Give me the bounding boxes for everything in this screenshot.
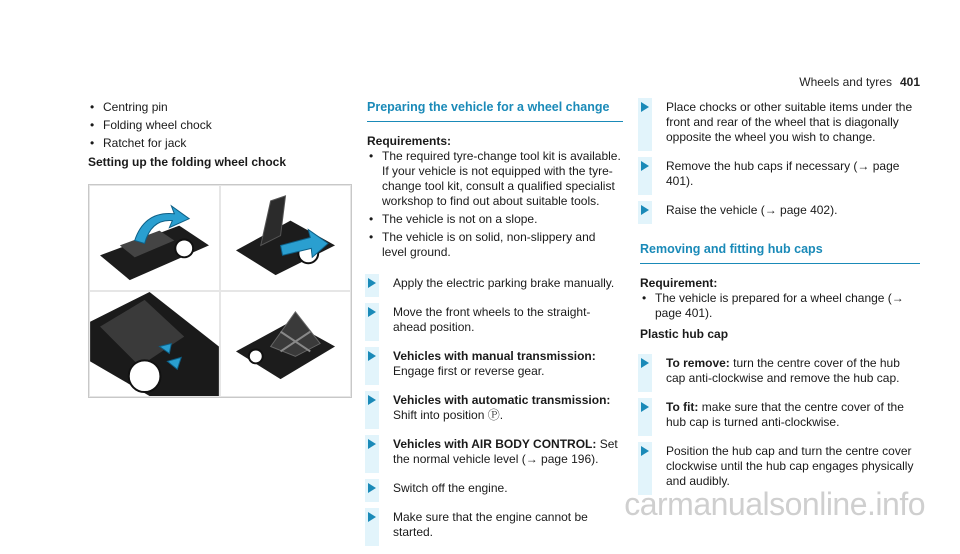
- requirement-item: • The required tyre-change tool kit is available. If your vehicle is not equipped with the tyre-change tool kit, consult a qualified specialist workshop to find out about suitable tools.: [367, 149, 623, 209]
- step-arrow-icon: [365, 437, 379, 467]
- step-text: Position the hub cap and turn the centre cover clockwise until the hub cap engages physically and audibly.: [666, 444, 914, 488]
- list-item: • Folding wheel chock: [88, 118, 350, 133]
- step-arrow-icon: [638, 100, 652, 145]
- step: [638, 356, 920, 386]
- step-text: Make sure that the engine cannot be started.: [393, 510, 588, 539]
- requirement-label: Requirement:: [640, 276, 718, 290]
- step-text: make sure that the centre cover of the hub cap is turned anti-clockwise.: [666, 400, 904, 429]
- step-arrow-icon: [638, 444, 652, 489]
- step-text: Apply the electric parking brake manually.: [393, 276, 615, 290]
- step: [638, 400, 920, 430]
- step-label: Vehicles with manual transmission:: [393, 349, 596, 363]
- list-item: • Centring pin: [88, 100, 350, 115]
- step-text: Place chocks or other suitable items under the front and rear of the wheel that is diagonally opposite the wheel you wish to change.: [666, 100, 913, 144]
- step-arrow-icon: [365, 349, 379, 379]
- step: [638, 203, 920, 218]
- step: [365, 276, 623, 291]
- requirements-label: Requirements:: [367, 134, 452, 148]
- requirement-item: • The vehicle is not on a slope.: [367, 212, 623, 227]
- step: [365, 510, 623, 540]
- figure-panel-lock: [89, 291, 220, 397]
- step-label: To remove:: [666, 356, 730, 370]
- watermark: carmanualsonline.info: [624, 486, 925, 522]
- figure-heading: Setting up the folding wheel chock: [88, 155, 287, 169]
- column-3: [640, 100, 920, 503]
- step: [365, 305, 623, 335]
- figure-panel-assembled: [220, 291, 351, 397]
- page-header: [799, 75, 920, 89]
- subheading: Plastic hub cap: [640, 327, 729, 341]
- step-label: Vehicles with automatic transmission:: [393, 393, 611, 407]
- step-arrow-icon: [638, 400, 652, 430]
- wheel-chock-figure: [88, 184, 352, 398]
- step: [365, 437, 623, 467]
- figure-panel-unfold: [89, 185, 220, 291]
- step-text: Remove the hub caps if necessary (→ page 401).: [666, 159, 900, 188]
- list-item: • Ratchet for jack: [88, 136, 350, 151]
- step-arrow-icon: [638, 203, 652, 218]
- step-arrow-icon: [365, 305, 379, 335]
- step-text: Engage first or reverse gear.: [393, 364, 545, 378]
- step-text: Set the normal vehicle level (→ page 196).: [393, 437, 618, 466]
- section-title: Removing and fitting hub caps: [640, 242, 920, 264]
- step-arrow-icon: [365, 481, 379, 496]
- step-text: Raise the vehicle (→ page 402).: [666, 203, 838, 217]
- step-arrow-icon: [365, 393, 379, 423]
- step-text: Switch off the engine.: [393, 481, 508, 495]
- section-title: Preparing the vehicle for a wheel change: [367, 100, 623, 122]
- requirement-item: • The vehicle is prepared for a wheel change (→ page 401).: [640, 291, 920, 321]
- step-label: To fit:: [666, 400, 699, 414]
- step: [638, 159, 920, 189]
- requirement-item: • The vehicle is on solid, non-slippery and level ground.: [367, 230, 623, 260]
- step: [365, 349, 623, 379]
- step: [365, 393, 623, 423]
- step-text: Move the front wheels to the straight-ahead position.: [393, 305, 591, 334]
- step: [638, 100, 920, 145]
- page-number: 401: [899, 75, 920, 89]
- column-1: [88, 100, 350, 184]
- step-arrow-icon: [638, 159, 652, 189]
- step-label: Vehicles with AIR BODY CONTROL:: [393, 437, 597, 451]
- figure-panel-fold-up: [220, 185, 351, 291]
- step-text: turn the centre cover of the hub cap anti-clockwise and remove the hub cap.: [666, 356, 900, 385]
- step-arrow-icon: [365, 276, 379, 291]
- column-2: [367, 100, 623, 554]
- step-text: Shift into position Ⓟ.: [393, 408, 504, 422]
- step-arrow-icon: [638, 356, 652, 386]
- section-name: Wheels and tyres: [799, 75, 892, 89]
- step-arrow-icon: [365, 510, 379, 540]
- step: [638, 444, 920, 489]
- step: [365, 481, 623, 496]
